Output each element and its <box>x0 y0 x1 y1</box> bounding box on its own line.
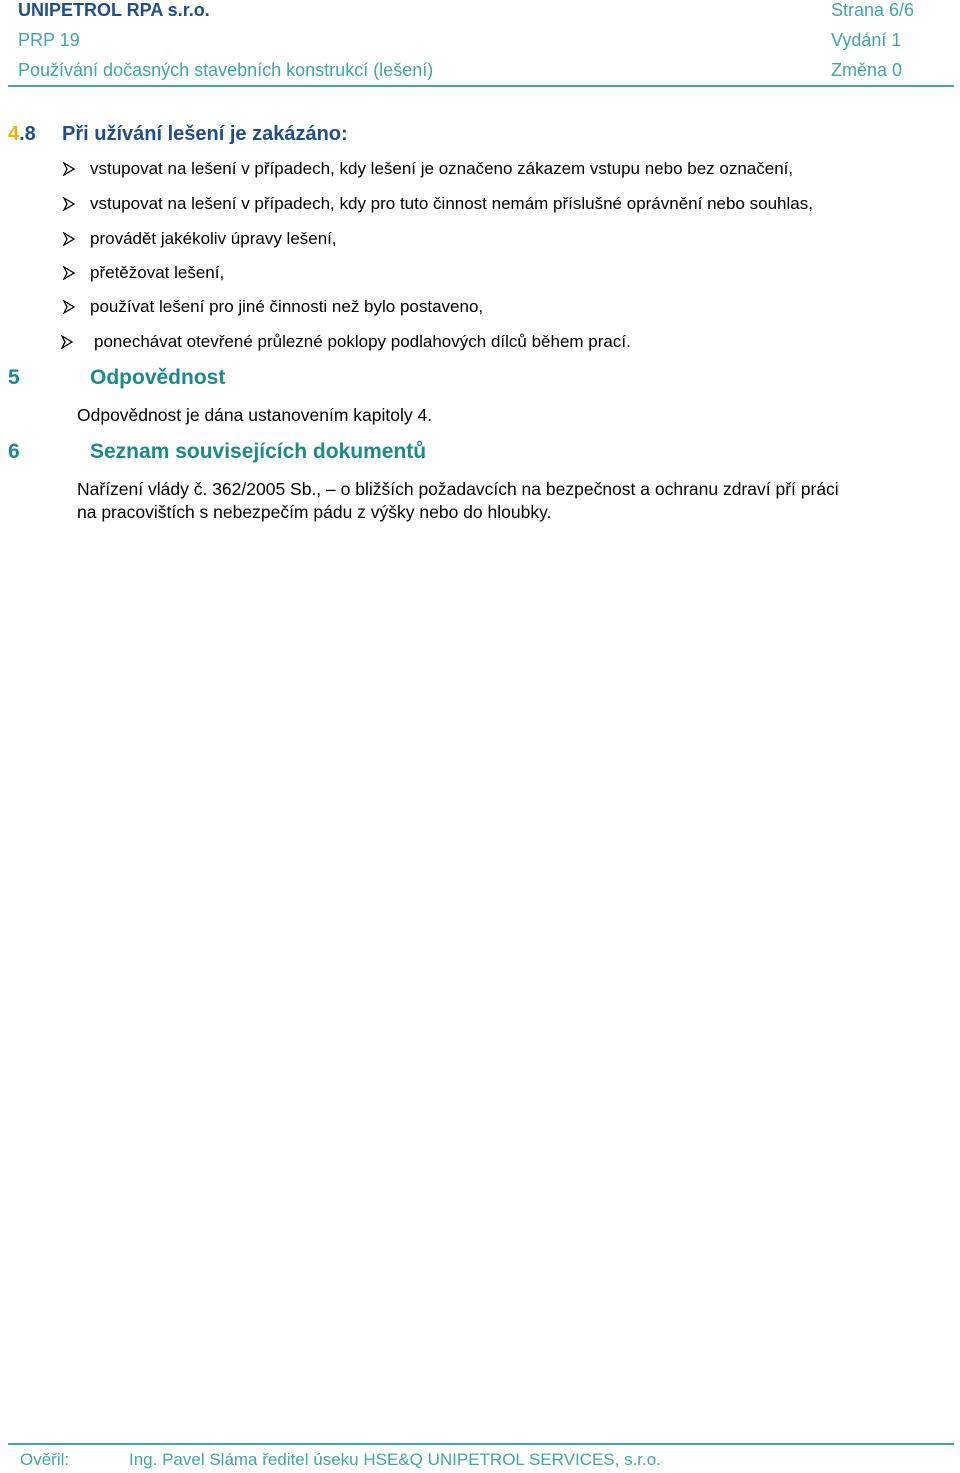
list-item-text: ponechávat otevřené průlezné poklopy podlahových dílců během prací. <box>94 332 631 351</box>
arrow-right-bullet-icon <box>62 162 76 176</box>
related-document-line-1: Nařízení vlády č. 362/2005 Sb., – o bližších požadavcích na bezpečnost a ochranu zdraví pří práci <box>77 479 839 499</box>
section-title: Při užívání lešení je zakázáno: <box>62 123 348 145</box>
header-divider <box>8 85 954 87</box>
list-item-text: používat lešení pro jiné činnosti než bylo postaveno, <box>90 297 484 316</box>
list-item-text: přetěžovat lešení, <box>90 263 225 282</box>
arrow-right-bullet-icon <box>62 197 76 211</box>
header-row-2 <box>18 28 922 52</box>
section-title: Odpovědnost <box>90 366 226 389</box>
footer <box>18 1448 938 1472</box>
related-document-line-2: na pracovištích s nebezpečím pádu z výšky nebo do hloubky. <box>77 502 552 522</box>
company-name: UNIPETROL RPA s.r.o. <box>18 0 210 20</box>
verified-by-person: Ing. Pavel Sláma ředitel úseku HSE&Q UNIPETROL SERVICES, s.r.o. <box>129 1450 661 1469</box>
arrow-right-bullet-icon <box>62 232 76 246</box>
document-title: Používání dočasných stavebních konstrukcí (lešení) <box>18 60 434 80</box>
list-item-text: vstupovat na lešení v případech, kdy pro tuto činnost nemám příslušné oprávnění nebo souhlas, <box>90 194 813 213</box>
edition: Vydání 1 <box>831 30 902 50</box>
verified-by-label: Ověřil: <box>20 1450 70 1469</box>
arrow-right-bullet-icon <box>60 335 74 349</box>
list-item-text: provádět jakékoliv úpravy lešení, <box>90 229 337 248</box>
section-5-text: Odpovědnost je dána ustanovením kapitoly 4. <box>77 405 433 425</box>
section-title: Seznam souvisejících dokumentů <box>90 440 427 463</box>
footer-divider <box>8 1443 954 1445</box>
arrow-right-bullet-icon <box>62 266 76 280</box>
arrow-right-bullet-icon <box>62 300 76 314</box>
header-row-3 <box>18 58 922 82</box>
header-row-1 <box>18 0 922 22</box>
section-number-prefix: 4 <box>8 123 20 145</box>
list-item-text: vstupovat na lešení v případech, kdy lešení je označeno zákazem vstupu nebo bez označení, <box>90 159 794 178</box>
section-number <box>8 121 36 147</box>
section-number: 6 <box>8 440 20 463</box>
section-number: 5 <box>8 366 20 389</box>
document-code: PRP 19 <box>18 30 80 50</box>
section-number-suffix: .8 <box>19 123 36 145</box>
change-number: Změna 0 <box>831 60 903 80</box>
page-number: Strana 6/6 <box>831 0 915 20</box>
